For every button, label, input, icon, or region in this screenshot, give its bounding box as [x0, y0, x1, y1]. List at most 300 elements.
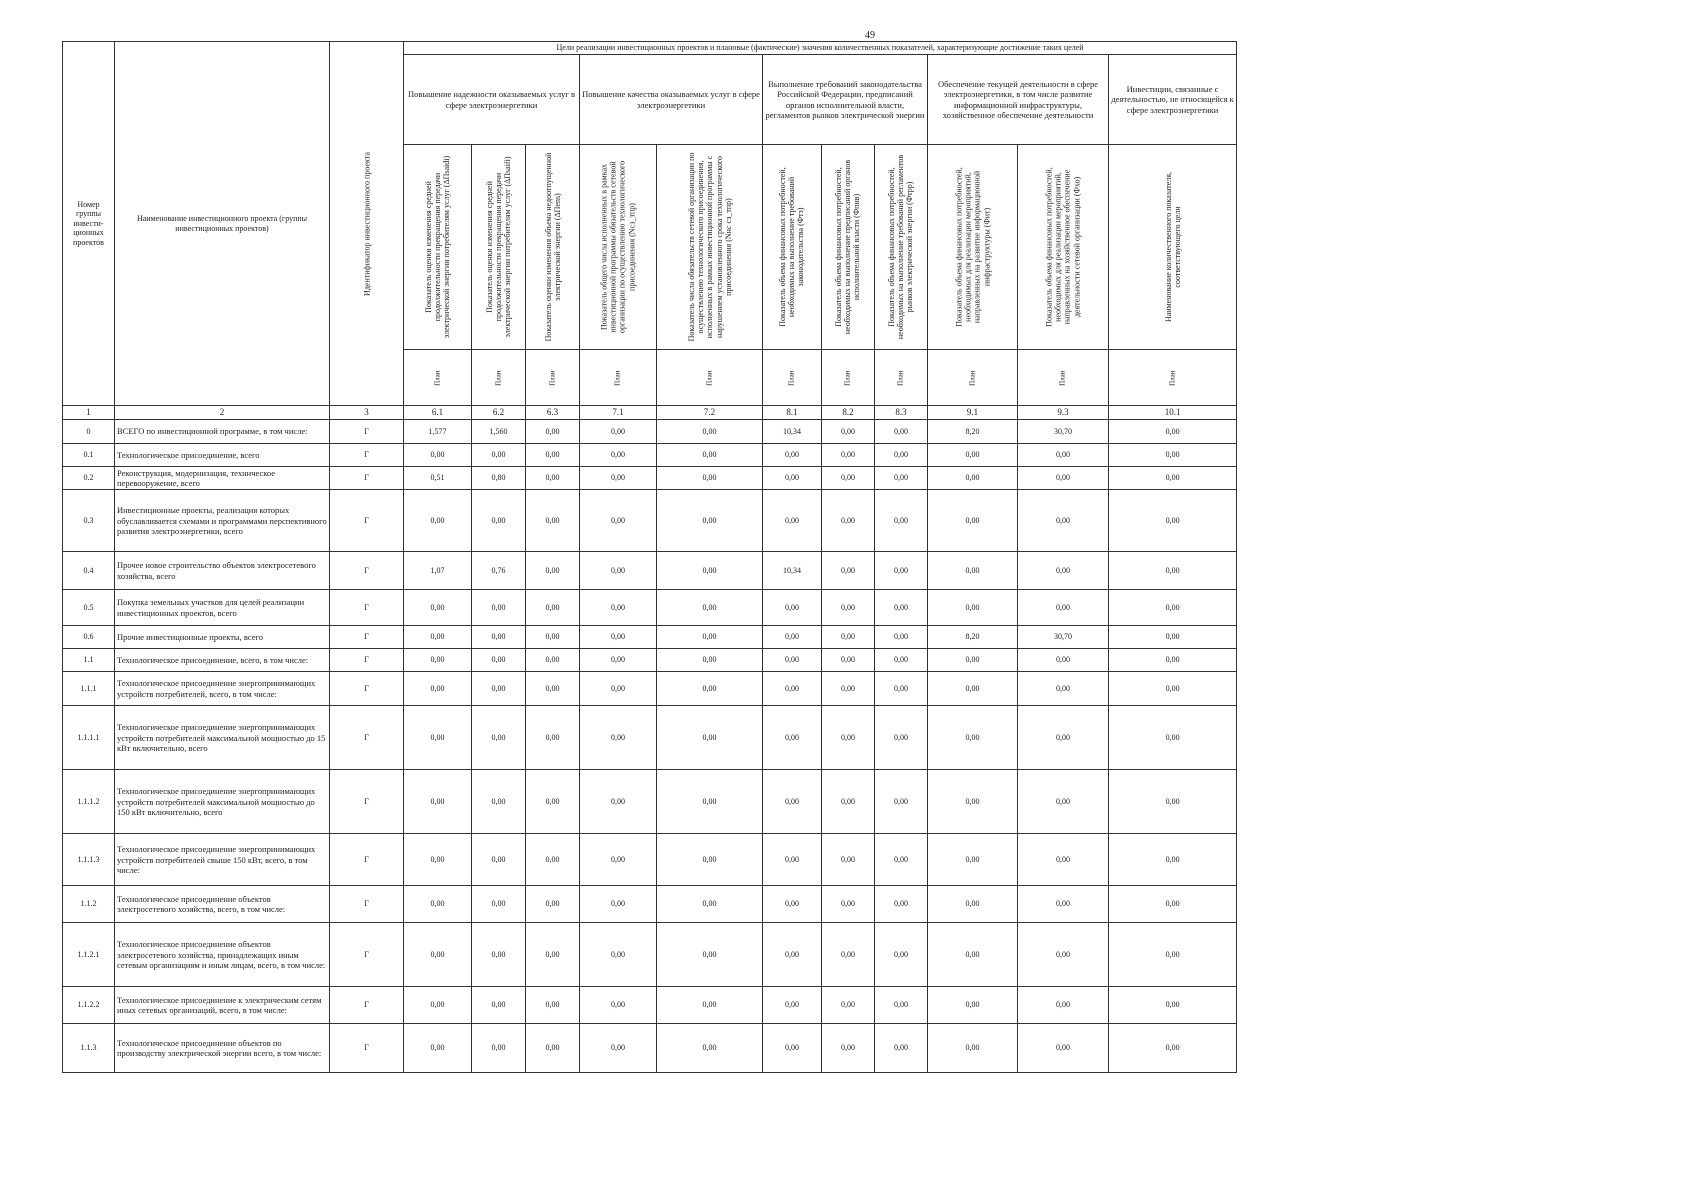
row-value: 0,00: [580, 886, 657, 923]
row-value: 0,00: [875, 590, 928, 626]
column-number: 1: [63, 406, 115, 420]
row-value: 0,00: [657, 649, 763, 672]
row-value: 0,00: [404, 626, 472, 649]
row-value: 0,00: [1018, 886, 1109, 923]
row-identifier: Г: [330, 419, 404, 443]
row-value: 0,00: [526, 649, 580, 672]
row-value: 0,00: [822, 834, 875, 886]
row-value: 0,00: [1109, 923, 1237, 987]
row-value: 0,00: [822, 706, 875, 770]
row-value: 0,00: [526, 419, 580, 443]
column-number: 6.2: [472, 406, 526, 420]
row-identifier: Г: [330, 706, 404, 770]
row-value: 0,00: [1109, 1024, 1237, 1073]
row-value: 0,00: [875, 923, 928, 987]
row-value: 0,00: [1018, 490, 1109, 552]
table-row: [63, 490, 1237, 552]
row-value: 0,00: [928, 649, 1018, 672]
row-number: 1.1.2: [63, 886, 115, 923]
row-value: 0,00: [472, 672, 526, 706]
row-value: 0,00: [822, 886, 875, 923]
row-value: 30,70: [1018, 626, 1109, 649]
row-value: 0,76: [472, 552, 526, 590]
row-value: 0,00: [1018, 706, 1109, 770]
plan-label: План: [787, 370, 796, 386]
row-name: Технологическое присоединение энергопринимающих устройств потребителей свыше 150 кВт, всего, в том числе:: [115, 834, 330, 886]
row-value: 0,00: [763, 490, 822, 552]
row-value: 0,00: [404, 987, 472, 1024]
row-value: 0,00: [580, 649, 657, 672]
row-number: 0.4: [63, 552, 115, 590]
row-value: 0,00: [472, 626, 526, 649]
row-value: 0,00: [1018, 923, 1109, 987]
row-value: 0,00: [875, 770, 928, 834]
row-value: 0,00: [763, 672, 822, 706]
row-name: Технологическое присоединение объектов по производству электрической энергии всего, в том числе:: [115, 1024, 330, 1073]
row-value: 0,00: [404, 923, 472, 987]
row-value: 0,00: [875, 490, 928, 552]
plan-label: План: [433, 370, 442, 386]
indicator-6-2: [472, 145, 526, 350]
row-value: 0,00: [822, 987, 875, 1024]
row-number: 1.1.3: [63, 1024, 115, 1073]
row-value: 0,00: [763, 987, 822, 1024]
indicator-6-1: [404, 145, 472, 350]
row-value: 0,51: [404, 466, 472, 489]
row-value: 0,00: [763, 706, 822, 770]
page-number: 49: [865, 30, 875, 41]
row-value: 0,00: [404, 443, 472, 466]
table-row: [63, 770, 1237, 834]
row-value: 1,577: [404, 419, 472, 443]
row-value: 0,00: [657, 987, 763, 1024]
row-value: 0,00: [928, 987, 1018, 1024]
row-value: 0,00: [822, 466, 875, 489]
indicator-10-1: [1109, 145, 1237, 350]
row-value: 0,00: [657, 552, 763, 590]
row-value: 0,00: [1018, 466, 1109, 489]
table-row: [63, 443, 1237, 466]
row-value: 0,00: [580, 1024, 657, 1073]
column-number: 2: [115, 406, 330, 420]
row-value: 0,00: [580, 490, 657, 552]
plan-label-cell: [580, 350, 657, 406]
row-value: 0,80: [472, 466, 526, 489]
row-value: 0,00: [763, 590, 822, 626]
row-value: 0,00: [875, 443, 928, 466]
row-identifier: Г: [330, 834, 404, 886]
column-number: 8.3: [875, 406, 928, 420]
column-number: 9.3: [1018, 406, 1109, 420]
row-value: 0,00: [928, 923, 1018, 987]
indicator-8-2: [822, 145, 875, 350]
table-row: [63, 466, 1237, 489]
column-number: 3: [330, 406, 404, 420]
row-value: 0,00: [526, 466, 580, 489]
row-value: 0,00: [472, 886, 526, 923]
row-value: 0,00: [404, 490, 472, 552]
table-row: [63, 419, 1237, 443]
row-value: 0,00: [1109, 706, 1237, 770]
row-value: 0,00: [928, 1024, 1018, 1073]
column-number: 10.1: [1109, 406, 1237, 420]
header-top-title: Цели реализации инвестиционных проектов и плановые (фактические) значения количественных показателей, характеризующие достижение таких целей: [404, 42, 1237, 55]
row-value: 0,00: [472, 770, 526, 834]
row-value: 0,00: [526, 490, 580, 552]
row-value: 0,00: [1018, 649, 1109, 672]
row-identifier: Г: [330, 590, 404, 626]
plan-label-cell: [472, 350, 526, 406]
table-row: [63, 672, 1237, 706]
row-number: 1.1.2.2: [63, 987, 115, 1024]
goal-current-activity: Обеспечение текущей деятельности в сфере электроэнергетики, в том числе развитие информационной инфраструктуры, хозяйственное обеспечение деятельности: [928, 55, 1109, 145]
table-row: [63, 706, 1237, 770]
goal-reliability: Повышение надежности оказываемых услуг в сфере электроэнергетики: [404, 55, 580, 145]
row-value: 8,20: [928, 419, 1018, 443]
row-value: 0,00: [657, 834, 763, 886]
row-value: 0,00: [472, 1024, 526, 1073]
row-value: 0,00: [763, 626, 822, 649]
row-value: 0,00: [526, 886, 580, 923]
row-identifier: Г: [330, 770, 404, 834]
plan-label: План: [968, 370, 977, 386]
indicator-10-1-text: Наименование количественного показателя, соответствующего цели: [1163, 171, 1182, 323]
table-row: [63, 923, 1237, 987]
row-identifier: Г: [330, 886, 404, 923]
row-value: 10,34: [763, 419, 822, 443]
row-value: 1,07: [404, 552, 472, 590]
row-value: 0,00: [763, 443, 822, 466]
row-value: 0,00: [822, 1024, 875, 1073]
row-value: 0,00: [404, 770, 472, 834]
row-number: 0.5: [63, 590, 115, 626]
row-value: 0,00: [1109, 987, 1237, 1024]
row-value: 0,00: [657, 770, 763, 834]
plan-label-cell: [1109, 350, 1237, 406]
row-value: 0,00: [1018, 770, 1109, 834]
row-value: 0,00: [404, 834, 472, 886]
indicator-8-3: [875, 145, 928, 350]
column-number: 6.3: [526, 406, 580, 420]
plan-label: План: [1168, 370, 1177, 386]
row-value: 0,00: [1109, 886, 1237, 923]
row-value: 0,00: [822, 770, 875, 834]
row-value: 0,00: [657, 419, 763, 443]
row-value: 0,00: [822, 490, 875, 552]
row-name: Технологическое присоединение к электрическим сетям иных сетевых организаций, всего, в том числе:: [115, 987, 330, 1024]
plan-label-cell: [928, 350, 1018, 406]
row-value: 0,00: [875, 466, 928, 489]
row-value: 0,00: [580, 443, 657, 466]
row-identifier: Г: [330, 649, 404, 672]
row-value: 0,00: [404, 1024, 472, 1073]
row-value: 0,00: [472, 443, 526, 466]
plan-label: План: [613, 370, 622, 386]
row-number: 1.1.2.1: [63, 923, 115, 987]
indicator-8-1-text: Показатель объема финансовых потребностей, необходимых на выполнение требований законодательства (Фтз): [778, 167, 806, 327]
row-value: 0,00: [822, 649, 875, 672]
row-value: 0,00: [472, 834, 526, 886]
row-name: Прочее новое строительство объектов электросетевого хозяйства, всего: [115, 552, 330, 590]
row-value: 0,00: [472, 987, 526, 1024]
row-value: 0,00: [822, 419, 875, 443]
row-value: 0,00: [1018, 1024, 1109, 1073]
row-name: Технологическое присоединение объектов электросетевого хозяйства, всего, в том числе:: [115, 886, 330, 923]
row-value: 0,00: [1109, 649, 1237, 672]
row-number: 1.1.1.3: [63, 834, 115, 886]
row-value: 0,00: [580, 770, 657, 834]
row-value: 0,00: [875, 626, 928, 649]
row-value: 0,00: [763, 886, 822, 923]
row-value: 0,00: [580, 672, 657, 706]
plan-label: План: [896, 370, 905, 386]
row-value: 0,00: [526, 770, 580, 834]
row-value: 0,00: [875, 649, 928, 672]
row-value: 0,00: [526, 1024, 580, 1073]
table-row: [63, 626, 1237, 649]
row-value: 0,00: [526, 987, 580, 1024]
row-identifier: Г: [330, 490, 404, 552]
column-number: 9.1: [928, 406, 1018, 420]
row-number: 1.1.1.2: [63, 770, 115, 834]
row-value: 0,00: [822, 923, 875, 987]
row-value: 0,00: [822, 552, 875, 590]
row-value: 0,00: [928, 443, 1018, 466]
row-value: 0,00: [763, 923, 822, 987]
row-value: 0,00: [580, 923, 657, 987]
row-value: 0,00: [1109, 419, 1237, 443]
indicator-8-1: [763, 145, 822, 350]
indicators-table: [62, 41, 1237, 1073]
goal-quality: Повышение качества оказываемых услуг в сфере электроэнергетики: [580, 55, 763, 145]
col-header-project-name: Наименование инвестиционного проекта (группы инвестиционных проектов): [115, 42, 330, 406]
table-row: [63, 649, 1237, 672]
row-value: 0,00: [1109, 490, 1237, 552]
row-value: 0,00: [657, 1024, 763, 1073]
row-value: 0,00: [928, 834, 1018, 886]
row-value: 0,00: [822, 626, 875, 649]
row-number: 0.6: [63, 626, 115, 649]
row-value: 0,00: [1109, 590, 1237, 626]
row-value: 0,00: [657, 886, 763, 923]
row-value: 0,00: [526, 706, 580, 770]
plan-label: План: [548, 370, 557, 386]
row-number: 0.2: [63, 466, 115, 489]
row-value: 0,00: [472, 706, 526, 770]
row-value: 0,00: [875, 552, 928, 590]
plan-label: План: [843, 370, 852, 386]
row-value: 0,00: [472, 923, 526, 987]
row-name: Прочие инвестиционные проекты, всего: [115, 626, 330, 649]
row-value: 0,00: [1109, 672, 1237, 706]
row-identifier: Г: [330, 443, 404, 466]
plan-label-cell: [822, 350, 875, 406]
indicator-7-2-text: Показатель числа обязательств сетевой организации по осуществлению технологического присоединения, исполненных в рамках инвестиционной программы с нарушением установленного срока технологического присоединения (Nнс сз_тпр): [686, 152, 733, 342]
row-value: 0,00: [928, 770, 1018, 834]
column-number: 8.1: [763, 406, 822, 420]
row-value: 0,00: [526, 672, 580, 706]
row-value: 0,00: [526, 552, 580, 590]
row-value: 0,00: [526, 590, 580, 626]
row-number: 1.1.1: [63, 672, 115, 706]
row-value: 0,00: [822, 590, 875, 626]
row-identifier: Г: [330, 552, 404, 590]
row-value: 0,00: [657, 672, 763, 706]
row-value: 0,00: [404, 706, 472, 770]
row-value: 0,00: [928, 552, 1018, 590]
row-value: 0,00: [928, 706, 1018, 770]
row-value: 0,00: [404, 649, 472, 672]
row-value: 0,00: [1109, 552, 1237, 590]
row-value: 0,00: [657, 443, 763, 466]
row-name: Инвестиционные проекты, реализация которых обуславливается схемами и программами перспективного развития электроэнергетики, всего: [115, 490, 330, 552]
row-value: 0,00: [928, 466, 1018, 489]
row-number: 1.1.1.1: [63, 706, 115, 770]
plan-label-cell: [875, 350, 928, 406]
indicator-6-3: [526, 145, 580, 350]
row-identifier: Г: [330, 672, 404, 706]
goal-legislation: Выполнение требований законодательства Российской Федерации, предписаний органов исполнительной власти, регламентов рынков электрической энергии: [763, 55, 928, 145]
row-number: 0.1: [63, 443, 115, 466]
plan-label: План: [494, 370, 503, 386]
table-row: [63, 834, 1237, 886]
row-value: 0,00: [404, 672, 472, 706]
row-value: 0,00: [928, 672, 1018, 706]
indicator-6-1-text: Показатель оценки изменения средней продолжительности прекращения передачи электрической энергии потребителям услуг (ΔПsaidi): [423, 155, 452, 339]
row-name: Реконструкция, модернизация, техническое перевооружение, всего: [115, 466, 330, 489]
indicator-9-3-text: Показатель объема финансовых потребностей, необходимых для реализации мероприятий, направленных на хозяйственное обеспечение деятельности сетевой организации (Фхо): [1044, 167, 1082, 327]
row-value: 0,00: [822, 672, 875, 706]
row-value: 0,00: [472, 649, 526, 672]
row-value: 0,00: [580, 419, 657, 443]
row-value: 0,00: [580, 626, 657, 649]
table-row: [63, 886, 1237, 923]
row-number: 0.3: [63, 490, 115, 552]
row-value: 0,00: [1018, 987, 1109, 1024]
row-name: Технологическое присоединение энергопринимающих устройств потребителей максимальной мощностью до 150 кВт включительно, всего: [115, 770, 330, 834]
plan-label-cell: [526, 350, 580, 406]
row-value: 0,00: [928, 886, 1018, 923]
table-row: [63, 987, 1237, 1024]
row-value: 8,20: [928, 626, 1018, 649]
row-name: ВСЕГО по инвестиционной программе, в том числе:: [115, 419, 330, 443]
row-value: 0,00: [657, 626, 763, 649]
indicator-7-1-text: Показатель общего числа исполненных в рамках инвестиционной программы обязательств сетевой организации по осуществлению технологического присоединения (Nсз_тпр): [599, 160, 637, 334]
row-value: 0,00: [875, 419, 928, 443]
row-value: 10,34: [763, 552, 822, 590]
row-identifier: Г: [330, 923, 404, 987]
row-value: 0,00: [875, 1024, 928, 1073]
row-value: 0,00: [580, 987, 657, 1024]
row-value: 0,00: [657, 466, 763, 489]
plan-label-cell: [404, 350, 472, 406]
row-value: 0,00: [1109, 770, 1237, 834]
row-value: 30,70: [1018, 419, 1109, 443]
row-value: 0,00: [875, 834, 928, 886]
row-identifier: Г: [330, 987, 404, 1024]
indicator-7-2: [657, 145, 763, 350]
row-value: 0,00: [763, 466, 822, 489]
row-value: 0,00: [875, 987, 928, 1024]
row-value: 0,00: [657, 923, 763, 987]
table-row: [63, 552, 1237, 590]
row-value: 0,00: [763, 834, 822, 886]
row-value: 0,00: [580, 552, 657, 590]
row-value: 0,00: [404, 886, 472, 923]
row-value: 0,00: [657, 706, 763, 770]
indicator-9-3: [1018, 145, 1109, 350]
row-number: 1.1: [63, 649, 115, 672]
row-value: 0,00: [875, 886, 928, 923]
indicator-7-1: [580, 145, 657, 350]
row-value: 0,00: [763, 1024, 822, 1073]
row-value: 0,00: [472, 490, 526, 552]
plan-label: План: [1058, 370, 1067, 386]
row-name: Покупка земельных участков для целей реализации инвестиционных проектов, всего: [115, 590, 330, 626]
col-header-project-id-text: Идентификатор инвестиционного проекта: [361, 151, 371, 296]
row-value: 0,00: [1109, 443, 1237, 466]
row-value: 0,00: [1109, 834, 1237, 886]
row-value: 0,00: [1109, 466, 1237, 489]
row-value: 0,00: [928, 490, 1018, 552]
row-value: 0,00: [580, 706, 657, 770]
row-value: 0,00: [580, 834, 657, 886]
row-name: Технологическое присоединение энергопринимающих устройств потребителей максимальной мощностью до 15 кВт включительно, всего: [115, 706, 330, 770]
column-number: 6.1: [404, 406, 472, 420]
plan-label-cell: [657, 350, 763, 406]
table-row: [63, 1024, 1237, 1073]
indicator-9-1-text: Показатель объема финансовых потребностей, необходимых для реализации мероприятий, направленных на развитие информационной инфраструктуры (Фит): [954, 167, 991, 327]
goal-non-energy: Инвестиции, связанные с деятельностью, не относящейся к сфере электроэнергетики: [1109, 55, 1237, 145]
row-value: 0,00: [822, 443, 875, 466]
indicator-9-1: [928, 145, 1018, 350]
row-value: 0,00: [763, 649, 822, 672]
plan-label: План: [705, 370, 714, 386]
row-value: 0,00: [875, 672, 928, 706]
indicator-8-3-text: Показатель объема финансовых потребностей, необходимых на выполнение требований регламентов рынков электрической энергии (Фтрр): [887, 154, 915, 340]
row-value: 0,00: [472, 590, 526, 626]
column-number: 8.2: [822, 406, 875, 420]
row-value: 0,00: [580, 590, 657, 626]
column-number: 7.1: [580, 406, 657, 420]
col-header-project-id: [330, 42, 404, 406]
row-value: 0,00: [526, 626, 580, 649]
row-value: 0,00: [1018, 672, 1109, 706]
row-value: 0,00: [1109, 626, 1237, 649]
row-value: 0,00: [875, 706, 928, 770]
table-row: [63, 590, 1237, 626]
indicator-8-2-text: Показатель объема финансовых потребностей, необходимых на выполнение предписаний органов исполнительной власти (Фпив): [834, 159, 862, 335]
row-value: 0,00: [1018, 443, 1109, 466]
row-value: 0,00: [526, 923, 580, 987]
row-value: 0,00: [580, 466, 657, 489]
row-name: Технологическое присоединение объектов электросетевого хозяйства, принадлежащих иным сетевым организациям и иным лицам, всего, в том числе:: [115, 923, 330, 987]
row-value: 0,00: [1018, 834, 1109, 886]
row-value: 0,00: [657, 490, 763, 552]
row-value: 0,00: [526, 834, 580, 886]
plan-label-cell: [1018, 350, 1109, 406]
row-value: 0,00: [404, 590, 472, 626]
row-value: 0,00: [1018, 590, 1109, 626]
row-name: Технологическое присоединение, всего, в том числе:: [115, 649, 330, 672]
column-number: 7.2: [657, 406, 763, 420]
row-value: 0,00: [1018, 552, 1109, 590]
row-value: 0,00: [763, 770, 822, 834]
indicator-6-2-text: Показатель оценки изменения средней продолжительности прекращения передачи электрической энергии потребителям услуг (ΔПsaifi): [484, 156, 513, 338]
row-value: 1,560: [472, 419, 526, 443]
row-number: 0: [63, 419, 115, 443]
row-identifier: Г: [330, 1024, 404, 1073]
